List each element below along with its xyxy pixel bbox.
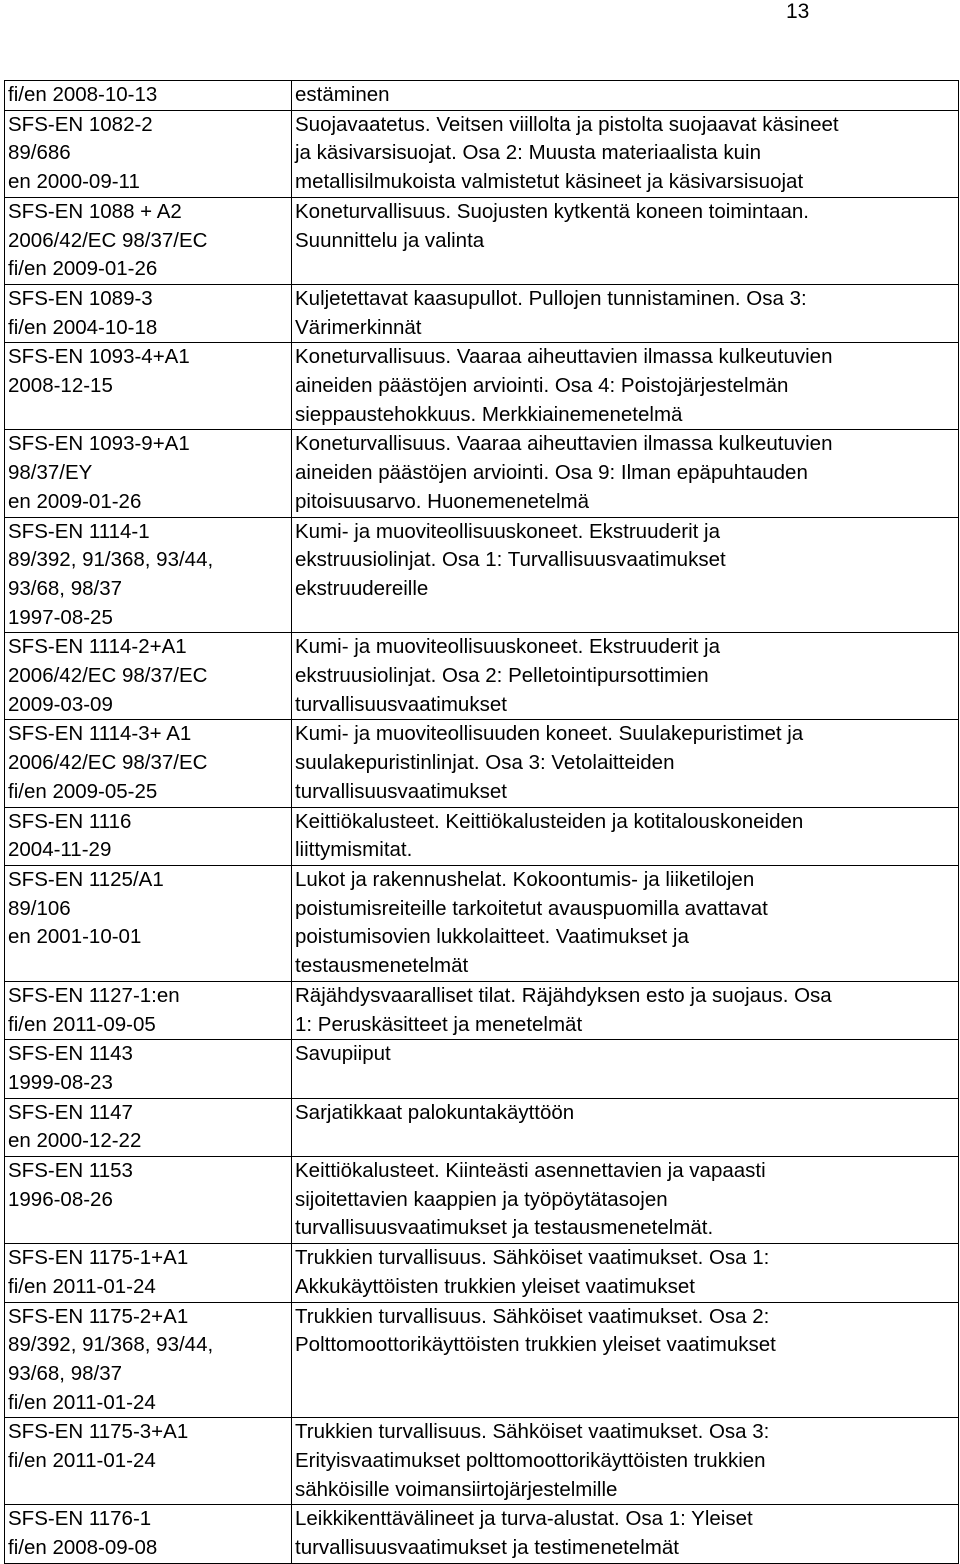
standard-id-line: fi/en 2004-10-18 — [8, 315, 158, 339]
description-line: sieppaustehokkuus. Merkkiainemenetelmä — [295, 402, 683, 426]
standard-id-line: SFS-EN 1088 + A2 — [8, 199, 182, 223]
description-line: Kumi- ja muoviteollisuuskoneet. Ekstruuderit ja — [295, 519, 720, 543]
standard-id-line: fi/en 2009-05-25 — [8, 779, 158, 803]
description-line: testausmenetelmät — [295, 954, 469, 978]
table-row — [5, 1157, 959, 1244]
standard-id-cell — [5, 807, 292, 865]
description-line: aineiden päästöjen arviointi. Osa 4: Poistojärjestelmän — [295, 374, 789, 398]
table-row — [5, 110, 959, 197]
description-line: Savupiiput — [295, 1042, 391, 1066]
standard-id-cell — [5, 343, 292, 430]
standard-id-line: SFS-EN 1147 — [8, 1100, 133, 1124]
table-row — [5, 1505, 959, 1563]
description-line: turvallisuusvaatimukset — [295, 779, 507, 803]
blank-line — [295, 255, 955, 284]
standard-id-cell — [5, 81, 292, 111]
standard-id-line: SFS-EN 1114-3+ A1 — [8, 722, 192, 746]
description-line: ekstruusiolinjat. Osa 1: Turvallisuusvaatimukset — [295, 548, 726, 572]
description-line: estäminen — [295, 83, 390, 106]
standard-id-cell — [5, 633, 292, 720]
standard-id-line: en 2000-09-11 — [8, 170, 140, 194]
description-line: Koneturvallisuus. Vaaraa aiheuttavien ilmassa kulkeutuvien — [295, 345, 833, 369]
description-cell — [292, 430, 959, 517]
description-cell — [292, 197, 959, 284]
standard-id-line: fi/en 2008-10-13 — [8, 83, 158, 106]
standard-id-line: SFS-EN 1153 — [8, 1159, 133, 1183]
description-line: Sarjatikkaat palokuntakäyttöön — [295, 1100, 575, 1124]
standard-id-line: 1999-08-23 — [8, 1070, 113, 1094]
description-cell — [292, 720, 959, 807]
table-row — [5, 865, 959, 981]
description-cell — [292, 81, 959, 111]
blank-line — [295, 604, 955, 633]
blank-line — [295, 1389, 955, 1418]
description-line: Trukkien turvallisuus. Sähköiset vaatimukset. Osa 3: — [295, 1420, 770, 1444]
description-line: ekstruudereille — [295, 576, 429, 600]
standard-id-line: 2009-03-09 — [8, 692, 113, 716]
standard-id-line: 89/106 — [8, 896, 71, 920]
standards-table-body — [5, 81, 959, 1564]
standard-id-line: SFS-EN 1175-1+A1 — [8, 1246, 189, 1270]
description-line: Värimerkinnät — [295, 315, 422, 339]
blank-line — [295, 1127, 955, 1156]
description-line: Kumi- ja muoviteollisuuskoneet. Ekstruuderit ja — [295, 635, 720, 659]
standard-id-cell — [5, 1505, 292, 1563]
standard-id-cell — [5, 517, 292, 633]
table-row — [5, 284, 959, 342]
standard-id-cell — [5, 430, 292, 517]
standard-id-cell — [5, 720, 292, 807]
standard-id-line: fi/en 2011-01-24 — [8, 1274, 156, 1298]
standard-id-cell — [5, 1157, 292, 1244]
standard-id-line: SFS-EN 1176-1 — [8, 1507, 152, 1531]
standard-id-cell — [5, 1302, 292, 1418]
description-line: suulakepuristinlinjat. Osa 3: Vetolaitteiden — [295, 751, 675, 775]
standard-id-line: 98/37/EY — [8, 461, 93, 485]
description-line: Trukkien turvallisuus. Sähköiset vaatimukset. Osa 2: — [295, 1304, 770, 1328]
standard-id-line: 2008-12-15 — [8, 374, 113, 398]
standard-id-line: fi/en 2011-01-24 — [8, 1449, 156, 1473]
standard-id-cell — [5, 284, 292, 342]
description-cell — [292, 110, 959, 197]
description-line: Räjähdysvaaralliset tilat. Räjähdyksen esto ja suojaus. Osa — [295, 983, 832, 1007]
description-line: ja käsivarsisuojat. Osa 2: Muusta materiaalista kuin — [295, 141, 762, 165]
description-line: 1: Peruskäsitteet ja menetelmät — [295, 1012, 583, 1036]
standard-id-line: SFS-EN 1093-4+A1 — [8, 345, 190, 369]
blank-line — [295, 1360, 955, 1389]
description-line: pitoisuusarvo. Huonemenetelmä — [295, 489, 589, 513]
description-line: Keittiökalusteet. Keittiökalusteiden ja kotitalouskoneiden — [295, 809, 804, 833]
blank-line — [8, 401, 288, 430]
standards-table — [4, 80, 959, 1564]
table-row — [5, 981, 959, 1039]
table-row — [5, 430, 959, 517]
standard-id-line: 2006/42/EC 98/37/EC — [8, 228, 208, 252]
description-line: poistumisreiteille tarkoitetut avauspuomilla avattavat — [295, 896, 768, 920]
description-line: sähköisille voimansiirtojärjestelmille — [295, 1477, 618, 1501]
standard-id-line: 2006/42/EC 98/37/EC — [8, 664, 208, 688]
standard-id-line: en 2000-12-22 — [8, 1129, 142, 1153]
description-line: turvallisuusvaatimukset ja testausmenetelmät. — [295, 1216, 714, 1240]
page-number: 13 — [786, 0, 810, 23]
standard-id-line: SFS-EN 1175-2+A1 — [8, 1304, 189, 1328]
table-row — [5, 807, 959, 865]
standard-id-line: SFS-EN 1114-1 — [8, 519, 150, 543]
description-line: Leikkikenttävälineet ja turva-alustat. Osa 1: Yleiset — [295, 1507, 753, 1531]
standard-id-line: SFS-EN 1114-2+A1 — [8, 635, 187, 659]
standard-id-cell — [5, 1244, 292, 1302]
table-row — [5, 1302, 959, 1418]
description-cell — [292, 1418, 959, 1505]
description-line: Koneturvallisuus. Suojusten kytkentä koneen toimintaan. — [295, 199, 809, 223]
standard-id-line: en 2009-01-26 — [8, 489, 142, 513]
standard-id-line: 89/686 — [8, 141, 71, 165]
description-cell — [292, 1244, 959, 1302]
description-cell — [292, 1040, 959, 1098]
standard-id-line: 93/68, 98/37 — [8, 576, 122, 600]
description-line: Suojavaatetus. Veitsen viillolta ja pistolta suojaavat käsineet — [295, 112, 839, 136]
standard-id-cell — [5, 981, 292, 1039]
table-row — [5, 633, 959, 720]
standard-id-line: 2006/42/EC 98/37/EC — [8, 751, 208, 775]
standard-id-line: en 2001-10-01 — [8, 925, 142, 949]
description-line: Keittiökalusteet. Kiinteästi asennettavien ja vapaasti — [295, 1159, 766, 1183]
standard-id-cell — [5, 110, 292, 197]
standard-id-line: SFS-EN 1116 — [8, 809, 132, 833]
description-line: poistumisovien lukkolaitteet. Vaatimukset ja — [295, 925, 689, 949]
description-line: Erityisvaatimukset polttomoottorikäyttöisten trukkien — [295, 1449, 766, 1473]
standard-id-cell — [5, 1418, 292, 1505]
table-row — [5, 343, 959, 430]
table-row — [5, 1098, 959, 1156]
table-row — [5, 1244, 959, 1302]
table-row — [5, 1040, 959, 1098]
description-line: sijoitettavien kaappien ja työpöytätasojen — [295, 1187, 668, 1211]
standard-id-line: SFS-EN 1089-3 — [8, 286, 153, 310]
standard-id-line: fi/en 2009-01-26 — [8, 257, 158, 281]
standard-id-line: SFS-EN 1175-3+A1 — [8, 1420, 189, 1444]
description-cell — [292, 807, 959, 865]
standard-id-line: 1997-08-25 — [8, 605, 113, 629]
description-cell — [292, 1302, 959, 1418]
table-row — [5, 517, 959, 633]
standard-id-line: SFS-EN 1143 — [8, 1042, 133, 1066]
table-row — [5, 1418, 959, 1505]
description-line: Polttomoottorikäyttöisten trukkien yleiset vaatimukset — [295, 1333, 776, 1357]
standard-id-cell — [5, 865, 292, 981]
standard-id-line: 1996-08-26 — [8, 1187, 113, 1211]
standard-id-line: SFS-EN 1125/A1 — [8, 867, 164, 891]
description-cell — [292, 633, 959, 720]
standard-id-line: 89/392, 91/368, 93/44, — [8, 1333, 214, 1357]
description-line: ekstruusiolinjat. Osa 2: Pelletointipursottimien — [295, 664, 709, 688]
blank-line — [8, 952, 288, 981]
standard-id-line: 93/68, 98/37 — [8, 1361, 122, 1385]
description-line: Akkukäyttöisten trukkien yleiset vaatimukset — [295, 1274, 695, 1298]
description-line: Lukot ja rakennushelat. Kokoontumis- ja liiketilojen — [295, 867, 755, 891]
standard-id-cell — [5, 197, 292, 284]
description-line: Koneturvallisuus. Vaaraa aiheuttavien ilmassa kulkeutuvien — [295, 432, 833, 456]
standard-id-line: 89/392, 91/368, 93/44, — [8, 548, 214, 572]
standard-id-line: fi/en 2011-09-05 — [8, 1012, 156, 1036]
standard-id-line: SFS-EN 1093-9+A1 — [8, 432, 190, 456]
description-cell — [292, 981, 959, 1039]
table-row — [5, 81, 959, 111]
description-line: Kumi- ja muoviteollisuuden koneet. Suulakepuristimet ja — [295, 722, 804, 746]
standard-id-line: SFS-EN 1082-2 — [8, 112, 153, 136]
table-row — [5, 197, 959, 284]
description-line: Trukkien turvallisuus. Sähköiset vaatimukset. Osa 1: — [295, 1246, 770, 1270]
standard-id-line: SFS-EN 1127-1:en — [8, 983, 180, 1007]
description-cell — [292, 343, 959, 430]
description-line: liittymismitat. — [295, 838, 413, 862]
description-cell — [292, 1098, 959, 1156]
blank-line — [295, 1069, 955, 1098]
description-line: turvallisuusvaatimukset ja testimenetelmät — [295, 1536, 679, 1560]
description-line: Suunnittelu ja valinta — [295, 228, 485, 252]
description-cell — [292, 1505, 959, 1563]
description-cell — [292, 284, 959, 342]
description-cell — [292, 865, 959, 981]
description-line: aineiden päästöjen arviointi. Osa 9: Ilman epäpuhtauden — [295, 461, 808, 485]
table-row — [5, 720, 959, 807]
standard-id-line: fi/en 2011-01-24 — [8, 1390, 156, 1414]
blank-line — [8, 1476, 288, 1505]
description-cell — [292, 1157, 959, 1244]
blank-line — [8, 1214, 288, 1243]
standard-id-cell — [5, 1098, 292, 1156]
description-cell — [292, 517, 959, 633]
standard-id-cell — [5, 1040, 292, 1098]
standard-id-line: 2004-11-29 — [8, 838, 112, 862]
standard-id-line: fi/en 2008-09-08 — [8, 1536, 158, 1560]
description-line: metallisilmukoista valmistetut käsineet ja käsivarsisuojat — [295, 170, 804, 194]
description-line: Kuljetettavat kaasupullot. Pullojen tunnistaminen. Osa 3: — [295, 286, 807, 310]
description-line: turvallisuusvaatimukset — [295, 692, 507, 716]
